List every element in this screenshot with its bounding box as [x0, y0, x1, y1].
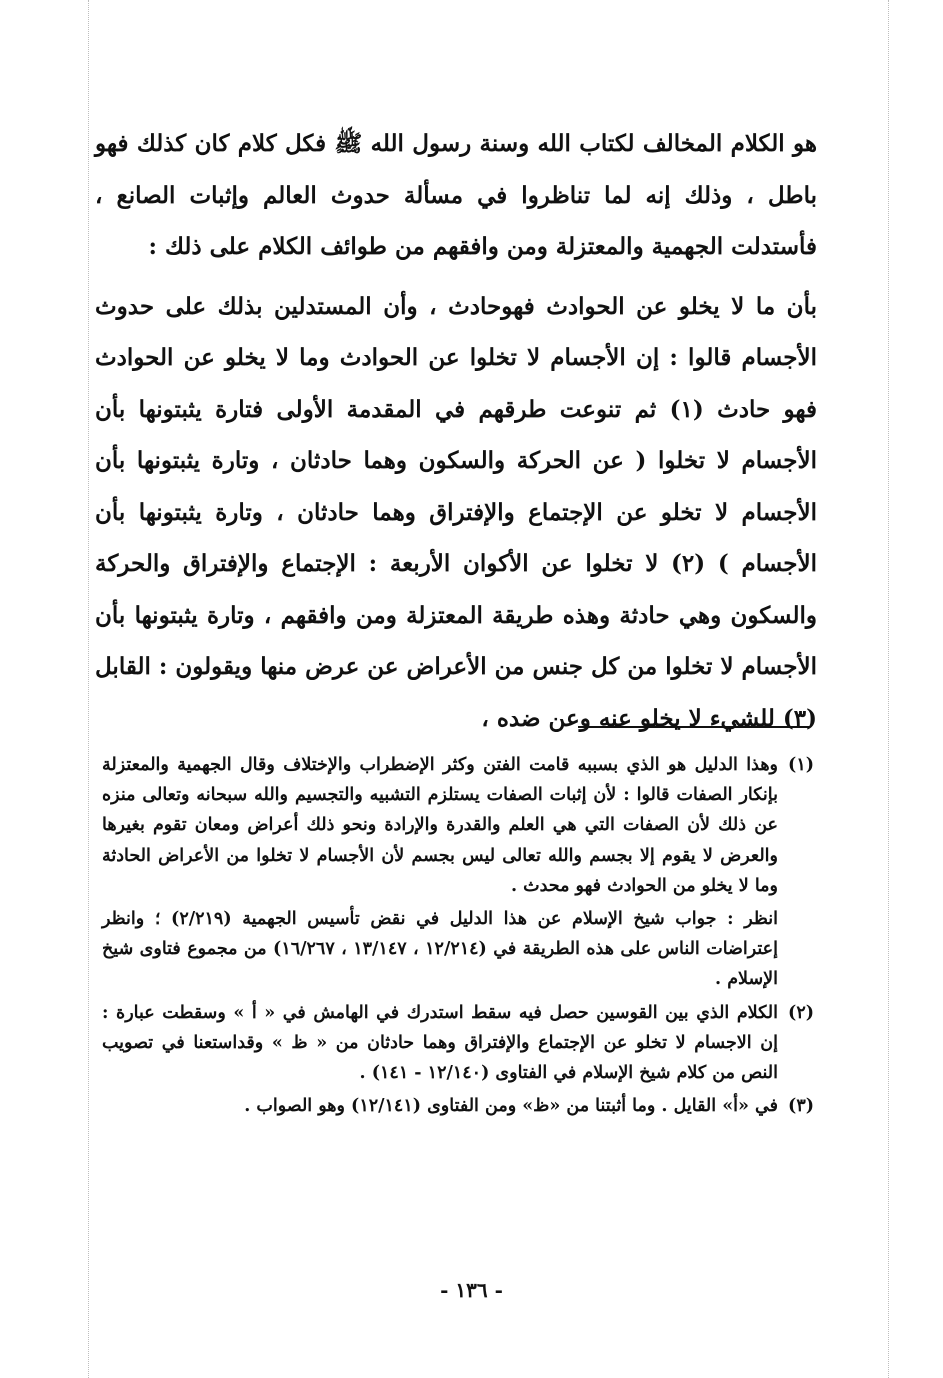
- paragraph: بأن ما لا يخلو عن الحوادث فهوحادث ، وأن المستدلين بذلك على حدوث الأجسام قالوا : إن الأجسام لا تخلوا عن الحوادث وما لا يخلو عن الحوادث فهو حادث (١) ثم تنوعت طرقهم في المقدمة الأولى فتارة يثبتونها بأن الأجسام لا تخلوا ( عن الحركة والسكون وهما حادثان ، وتارة يثبتونها بأن الأجسام لا تخلو عن الإجتماع والإفتراق وهما حادثان ، وتارة يثبتونها بأن الأجسام ) (٢) لا تخلوا عن الأكوان الأربعة : الإجتماع والإفتراق والحركة والسكون وهي حادثة وهذه طريقة المعتزلة ومن وافقهم ، وتارة يثبتونها بأن الأجسام لا تخلوا من كل جنس من الأعراض عن عرض منها ويقولون : القابل (٣) للشيء لا يخلو عنه وعن ضده ،: [95, 292, 817, 732]
- footnote: [102, 998, 814, 1089]
- footnotes: [102, 750, 814, 1124]
- footnote-number: (١): [788, 755, 814, 775]
- footnote: [102, 1091, 814, 1121]
- footnote-text: الكلام الذي بين القوسين حصل فيه سقط استدرك في الهامش في « أ » وسقطت عبارة : إن الاجسام لا تخلو عن الإجتماع والإفتراق وهما حادثان من « ظ » وقداستعنا في تصويب النص من كلام شيخ الإسلام في الفتاوى (١٢/١٤٠ - ١٤١) .: [102, 1002, 778, 1084]
- footnote-text: وهذا الدليل هو الذي بسببه قامت الفتن وكثر الإضطراب والإختلاف وقال الجهمية والمعتزلة بإنكار الصفات قالوا : لأن إثبات الصفات يستلزم التشبيه والتجسيم والله سبحانه وتعالى منزه عن ذلك لأن الصفات التي هي العلم والقدرة والإرادة ونحو ذلك أعراض ومعان تقوم بغيرها والعرض لا يقوم إلا بجسم والله تعالى ليس بجسم لأن الأجسام لا تخلوا من الأعراض الحادثة وما لا يخلو من الحوادث فهو محدث .: [102, 755, 778, 896]
- footnote-text: انظر : جواب شيخ الإسلام عن هذا الدليل في نقض تأسيس الجهمية (٢/٢١٩) ؛ وانظر إعتراضات الناس على هذه الطريقة في (١٢/٢١٤ ، ١٣/١٤٧ ، ١٦/٢٦٧) من مجموع فتاوى شيخ الإسلام .: [102, 909, 778, 990]
- page-number: - ١٣٦ -: [440, 1278, 503, 1302]
- main-text: [95, 118, 817, 744]
- scan-guide-line: [888, 0, 889, 1378]
- paragraph: هو الكلام المخالف لكتاب الله وسنة رسول الله ﷺ فكل كلام كان كذلك فهو باطل ، وذلك إنه لما تناظروا في مسألة حدوث العالم وإثبات الصانع ، فأستدلت الجهمية والمعتزلة ومن وافقهم من طوائف الكلام على ذلك :: [95, 130, 817, 260]
- footnote-text: في «أ» القايل . وما أثبتنا من «ظ» ومن الفتاوى (١٢/١٤١) وهو الصواب .: [244, 1096, 778, 1117]
- footnote-number: [778, 904, 814, 995]
- footnote-number: (٢): [788, 1002, 814, 1023]
- footnote: [102, 750, 814, 901]
- footnote-number: (٣): [788, 1096, 814, 1117]
- scan-guide-line: [88, 0, 89, 1378]
- footnote-separator: [578, 726, 810, 728]
- footnote: [102, 904, 814, 995]
